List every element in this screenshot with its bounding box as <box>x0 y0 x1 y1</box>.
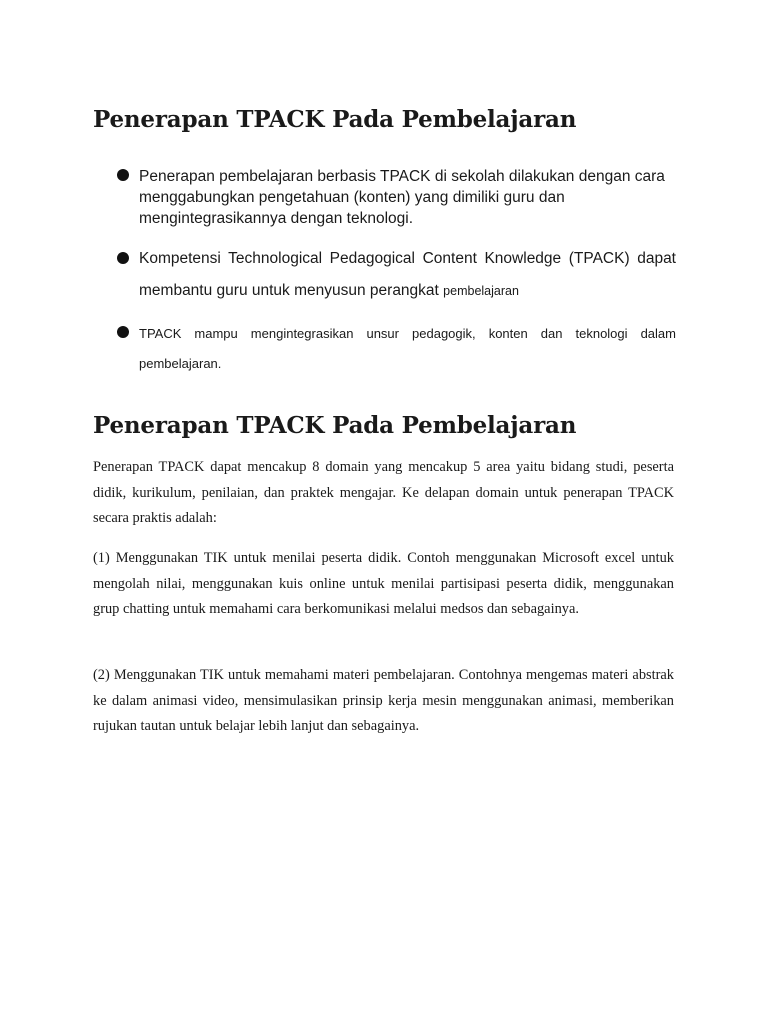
bullet-dot-icon <box>117 252 129 264</box>
bullet-list <box>116 166 676 379</box>
section-1-heading: Penerapan TPACK Pada Pembelajaran <box>93 106 577 133</box>
paragraph-domain-2: (2) Menggunakan TIK untuk memahami materi pembelajaran. Contohnya mengemas materi abstrak ke dalam animasi video, mensimulasikan prinsip kerja mesin menggunakan animasi, memberikan rujukan tautan untuk belajar lebih lanjut dan sebagainya. <box>93 667 674 734</box>
bullet-item <box>116 166 676 229</box>
bullet-item <box>116 319 676 379</box>
bullet-dot-icon <box>117 326 129 338</box>
bullet-text-tail: pembelajaran <box>443 284 519 298</box>
bullet-text: Kompetensi Technological Pedagogical Content Knowledge (TPACK) dapat membantu guru untuk menyusun perangkat <box>139 250 676 299</box>
bullet-dot-icon <box>117 169 129 181</box>
bullet-text: Penerapan pembelajaran berbasis TPACK di sekolah dilakukan dengan cara menggabungkan pengetahuan (konten) yang dimiliki guru dan mengintegrasikannya dengan teknologi. <box>139 168 665 227</box>
paragraph-domain-1: (1) Menggunakan TIK untuk menilai peserta didik. Contoh menggunakan Microsoft excel untuk mengolah nilai, menggunakan kuis online untuk menilai partisipasi peserta didik, menggunakan grup chatting untuk memahami cara berkomunikasi melalui medsos dan sebagainya. <box>93 550 674 617</box>
bullet-item <box>116 243 676 307</box>
section-2-heading: Penerapan TPACK Pada Pembelajaran <box>93 412 577 439</box>
paragraph-intro: Penerapan TPACK dapat mencakup 8 domain yang mencakup 5 area yaitu bidang studi, peserta didik, kurikulum, penilaian, dan praktek mengajar. Ke delapan domain untuk penerapan TPACK secara praktis adalah: <box>93 459 674 526</box>
bullet-text: TPACK mampu mengintegrasikan unsur pedagogik, konten dan teknologi dalam pembelajaran. <box>139 326 676 371</box>
